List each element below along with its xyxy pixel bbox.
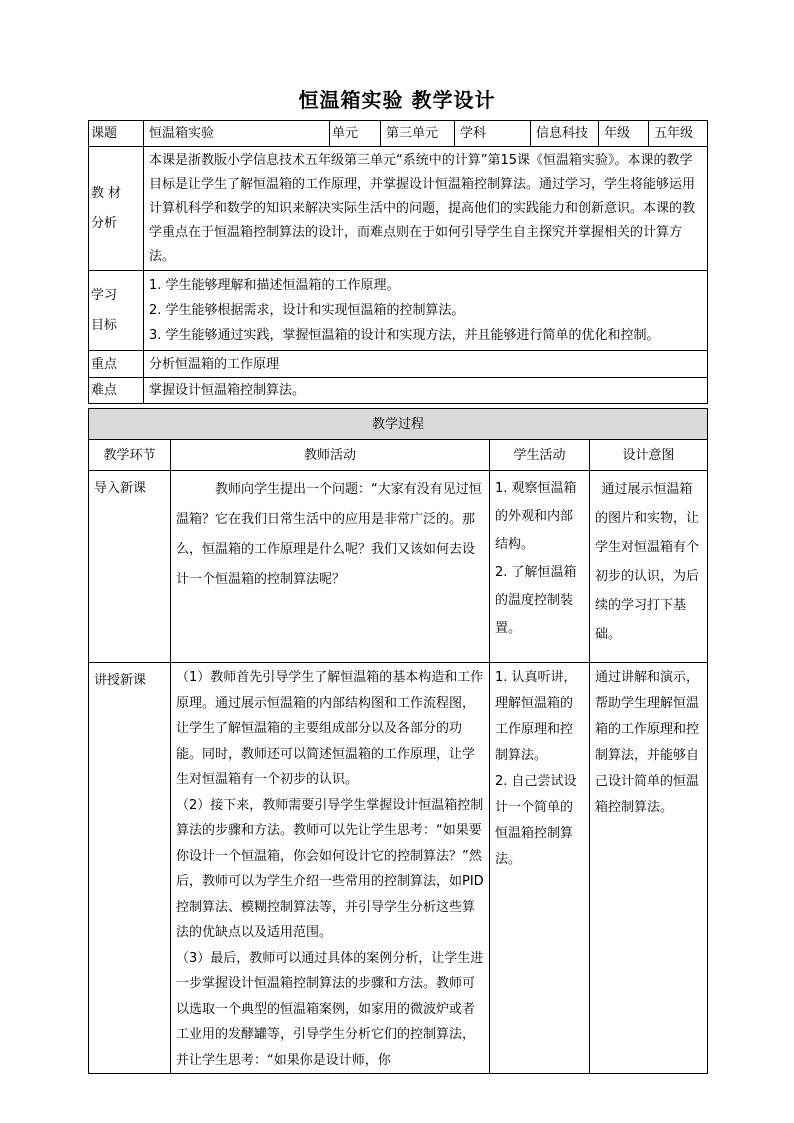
key-point-text: 分析恒温箱的工作原理 xyxy=(144,351,708,378)
grade-label: 年级 xyxy=(599,121,649,147)
intent-cell: 通过展示恒温箱的图片和实物，让学生对恒温箱有个初步的认识，为后续的学习打下基础。 xyxy=(590,471,708,663)
goal-item: 2. 学生能够根据需求，设计和实现恒温箱的控制算法。 xyxy=(149,303,465,318)
process-banner: 教学过程 xyxy=(89,409,708,440)
student-cell xyxy=(490,471,590,663)
goals-label: 学习 目标 xyxy=(89,271,144,351)
difficulty-label: 难点 xyxy=(89,378,144,404)
difficulty-text: 掌握设计恒温箱控制算法。 xyxy=(144,378,708,404)
goal-item: 3. 学生能够通过实践，掌握恒温箱的设计和实现方法，并且能够进行简单的优化和控制。 xyxy=(149,328,660,343)
subject-label: 学科 xyxy=(455,121,531,147)
teacher-paragraph: 教师向学生提出一个问题：“大家有没有见过恒温箱？它在我们日常生活中的应用是非常广泛的。那么，恒温箱的工作原理是什么呢？我们又该如何去设计一个恒温箱的控制算法呢？ xyxy=(176,482,482,587)
header-teacher: 教师活动 xyxy=(171,440,490,471)
goals-list xyxy=(144,271,708,351)
teacher-paragraph: （2）接下来，教师需要引导学生掌握设计恒温箱控制算法的步骤和方法。教师可以先让学生思考：“如果要你设计一个恒温箱，你会如何设计它的控制算法？”然后，教师可以为学生介绍一些常用的控制算法，如PID控制算法、模糊控制算法等，并引导学生分析这些算法的优缺点以及适用范围。 xyxy=(176,797,484,940)
goal-item: 1. 学生能够理解和描述恒温箱的工作原理。 xyxy=(149,278,400,293)
unit-value: 第三单元 xyxy=(381,121,455,147)
key-point-label: 重点 xyxy=(89,351,144,378)
topic-label: 课题 xyxy=(89,121,144,147)
page-title: 恒温箱实验 教学设计 xyxy=(298,88,496,112)
analysis-label: 教 材 分析 xyxy=(89,147,144,271)
subject-value: 信息科技 xyxy=(531,121,599,147)
student-item: 2. 自己尝试设计一个简单的恒温箱控制算法。 xyxy=(495,774,577,867)
student-item: 2. 了解恒温箱的温度控制装置。 xyxy=(495,565,577,636)
header-intent: 设计意图 xyxy=(590,440,708,471)
student-item: 1. 认真听讲，理解恒温箱的工作原理和控制算法。 xyxy=(495,670,577,763)
student-item: 1. 观察恒温箱的外观和内部结构。 xyxy=(495,481,577,552)
header-stage: 教学环节 xyxy=(89,440,171,471)
grade-value: 五年级 xyxy=(649,121,708,147)
unit-label: 单元 xyxy=(330,121,381,147)
teacher-paragraph: （3）最后，教师可以通过具体的案例分析，让学生进一步掌握设计恒温箱控制算法的步骤和方法。教师可以选取一个典型的恒温箱案例，如家用的微波炉或者工业用的发酵罐等，引导学生分析它们的控制算法，并让学生思考：“如果你是设计师，你 xyxy=(176,950,484,1068)
teacher-paragraph: （1）教师首先引导学生了解恒温箱的基本构造和工作原理。通过展示恒温箱的内部结构图和工作流程图，让学生了解恒温箱的主要组成部分以及各部分的功能。同时，教师还可以简述恒温箱的工作原理，让学生对恒温箱有一个初步的认识。 xyxy=(176,670,484,787)
process-table xyxy=(88,408,708,1074)
stage-cell: 讲授新课 xyxy=(89,663,171,1074)
stage-cell: 导入新课 xyxy=(89,471,171,663)
info-table xyxy=(88,120,708,404)
student-cell xyxy=(490,663,590,1074)
analysis-text: 本课是浙教版小学信息技术五年级第三单元“系统中的计算”第15课《恒温箱实验》。本课的教学目标是让学生了解恒温箱的工作原理，并掌握设计恒温箱控制算法。通过学习，学生将能够运用计算机科学和数学的知识来解决实际生活中的问题，提高他们的实践能力和创新意识。本课的教学重点在于恒温箱控制算法的设计，而难点则在于如何引导学生自主探究并掌握相关的计算方法。 xyxy=(144,147,708,271)
teacher-cell xyxy=(171,663,490,1074)
intent-cell: 通过讲解和演示，帮助学生理解恒温箱的工作原理和控制算法，并能够自己设计简单的恒温箱控制算法。 xyxy=(590,663,708,1074)
header-student: 学生活动 xyxy=(490,440,590,471)
topic-value: 恒温箱实验 xyxy=(144,121,330,147)
teacher-cell xyxy=(171,471,490,663)
